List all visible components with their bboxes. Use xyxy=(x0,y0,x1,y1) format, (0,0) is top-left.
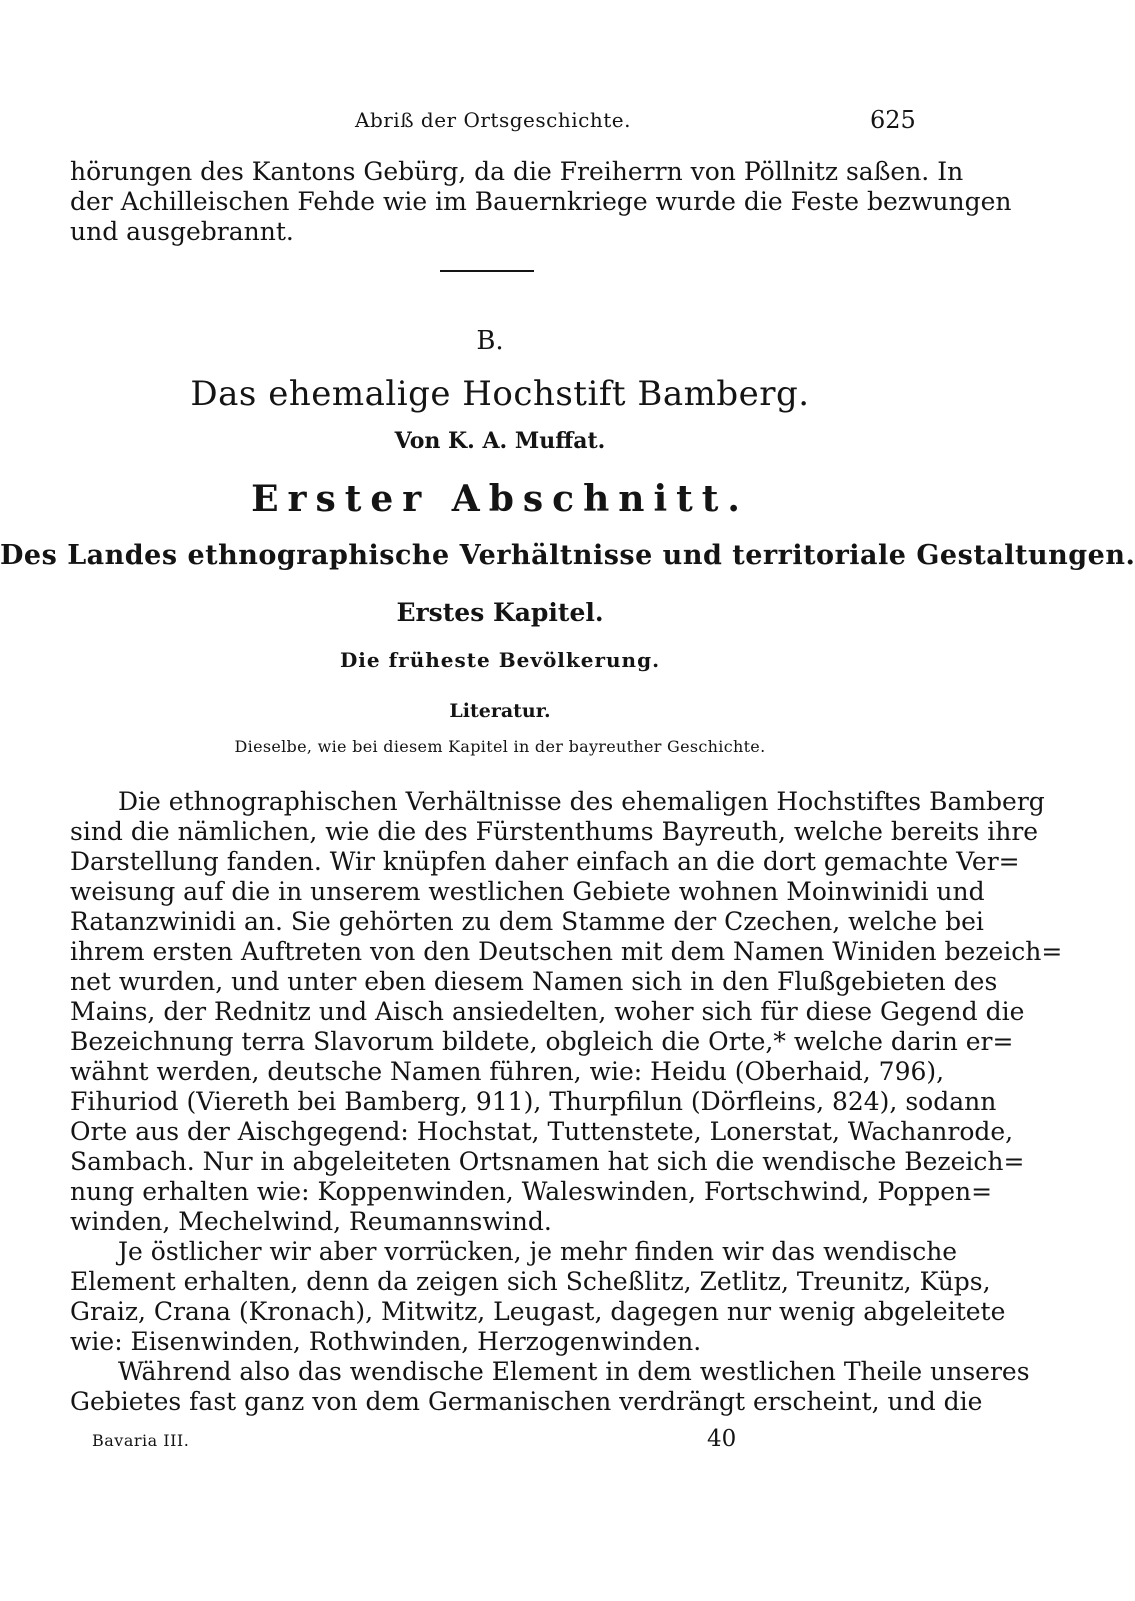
body-line: Orte aus der Aischgegend: Hochstat, Tuttenstete, Lonerstat, Wachanrode, xyxy=(70,1117,1014,1146)
author-line: Von K. A. Muffat. xyxy=(394,428,606,454)
footer-signature: Bavaria III. xyxy=(92,1431,190,1450)
body-line: Gebietes fast ganz von dem Germanischen verdrängt erscheint, und die xyxy=(70,1387,983,1416)
body-line: Während also das wendische Element in dem westlichen Theile unseres xyxy=(118,1357,1030,1386)
chapter-heading: Erstes Kapitel. xyxy=(396,598,604,627)
literature-note: Dieselbe, wie bei diesem Kapitel in der bayreuther Geschichte. xyxy=(234,737,766,756)
chapter-title: Die früheste Bevölkerung. xyxy=(339,648,661,672)
intro-line: und ausgebrannt. xyxy=(70,217,294,246)
running-header xyxy=(0,102,1000,134)
intro-line: der Achilleischen Fehde wie im Bauernkriege wurde die Feste bezwungen xyxy=(70,187,1012,216)
body-line: winden, Mechelwind, Reumannswind. xyxy=(70,1207,552,1236)
body-line: Sambach. Nur in abgeleiteten Ortsnamen hat sich die wendische Bezeich= xyxy=(70,1147,1025,1176)
section-title: Das ehemalige Hochstift Bamberg. xyxy=(190,374,810,414)
body-line: Mains, der Rednitz und Aisch ansiedelten, woher sich für diese Gegend die xyxy=(70,997,1025,1026)
body-line: wie: Eisenwinden, Rothwinden, Herzogenwinden. xyxy=(70,1327,702,1356)
body-line: Je östlicher wir aber vorrücken, je mehr finden wir das wendische xyxy=(118,1237,958,1266)
body-line: Element erhalten, denn da zeigen sich Scheßlitz, Zetlitz, Treunitz, Küps, xyxy=(70,1267,991,1296)
page-number: 625 xyxy=(870,106,916,134)
body-line: wähnt werden, deutsche Namen führen, wie: Heidu (Oberhaid, 796), xyxy=(70,1057,945,1086)
body-line: Darstellung fanden. Wir knüpfen daher einfach an die dort gemachte Ver= xyxy=(70,847,1020,876)
body-line: ihrem ersten Auftreten von den Deutschen mit dem Namen Winiden bezeich= xyxy=(70,937,1063,966)
body-line: Ratanzwinidi an. Sie gehörten zu dem Stamme der Czechen, welche bei xyxy=(70,907,984,936)
literature-label: Literatur. xyxy=(449,700,551,722)
body-line: Fihuriod (Viereth bei Bamberg, 911), Thurpfilun (Dörfleins, 824), sodann xyxy=(70,1087,997,1116)
part-subtitle: Des Landes ethnographische Verhältnisse und territoriale Gestaltungen. xyxy=(0,540,1135,571)
part-heading: Erster Abschnitt. xyxy=(251,478,749,520)
intro-line: hörungen des Kantons Gebürg, da die Freiherrn von Pöllnitz saßen. In xyxy=(70,157,964,186)
body-line: sind die nämlichen, wie die des Fürstenthums Bayreuth, welche bereits ihre xyxy=(70,817,1039,846)
footer-sheet-number: 40 xyxy=(707,1426,737,1452)
body-line: weisung auf die in unserem westlichen Gebiete wohnen Moinwinidi und xyxy=(70,877,985,906)
section-letter: B. xyxy=(476,326,504,356)
body-line: net wurden, und unter eben diesem Namen sich in den Flußgebieten des xyxy=(70,967,998,996)
body-line: Graiz, Crana (Kronach), Mitwitz, Leugast, dagegen nur wenig abgeleitete xyxy=(70,1297,1006,1326)
section-divider xyxy=(440,270,534,272)
body-line: nung erhalten wie: Koppenwinden, Waleswinden, Fortschwind, Poppen= xyxy=(70,1177,993,1206)
body-line: Bezeichnung terra Slavorum bildete, obgleich die Orte,* welche darin er= xyxy=(70,1027,1014,1056)
running-title: Abriß der Ortsgeschichte. xyxy=(355,108,631,132)
body-line: Die ethnographischen Verhältnisse des ehemaligen Hochstiftes Bamberg xyxy=(118,787,1045,816)
